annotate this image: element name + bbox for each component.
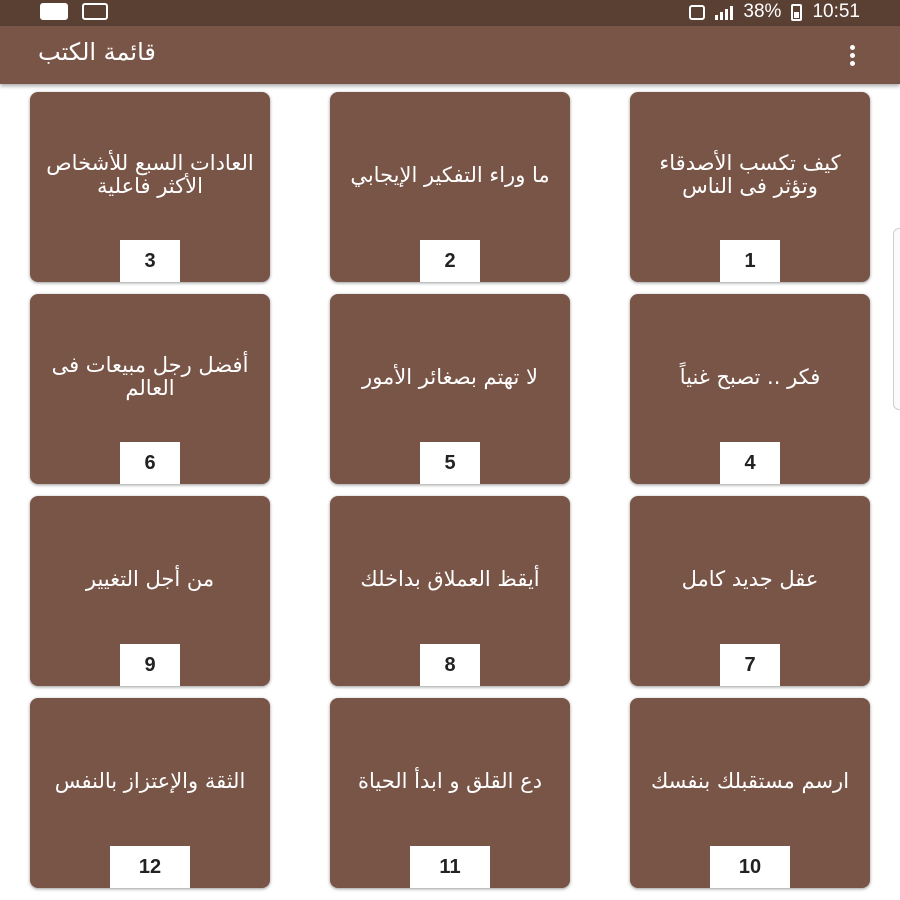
app-title: قائمة الكتب [38, 38, 156, 66]
book-grid [0, 92, 900, 888]
book-number: 2 [420, 240, 480, 282]
status-bar [0, 0, 900, 26]
book-card[interactable] [630, 92, 870, 282]
book-card[interactable] [330, 92, 570, 282]
book-title: كيف تكسب الأصدقاء وتؤثر فى الناس [659, 151, 841, 198]
clock: 10:51 [812, 1, 860, 22]
book-number: 11 [410, 846, 490, 888]
book-title: دع القلق و ابدأ الحياة [357, 768, 543, 793]
book-card[interactable] [30, 698, 270, 888]
scrollbar[interactable] [893, 228, 900, 410]
book-title: أيقظ العملاق بداخلك [360, 566, 540, 591]
book-number: 10 [710, 846, 790, 888]
book-number: 9 [120, 644, 180, 686]
book-number: 12 [110, 846, 190, 888]
book-number: 4 [720, 442, 780, 484]
notification-icons [40, 3, 108, 20]
book-title: أفضل رجل مبيعات فى العالم [51, 353, 249, 400]
book-card[interactable] [30, 496, 270, 686]
book-card[interactable] [330, 698, 570, 888]
more-vert-icon[interactable] [838, 40, 866, 70]
book-card[interactable] [330, 496, 570, 686]
book-title: من أجل التغيير [85, 566, 215, 591]
book-card[interactable] [330, 294, 570, 484]
screenshot-icon [689, 5, 705, 20]
book-title: لا تهتم بصغائر الأمور [362, 364, 538, 389]
book-number: 8 [420, 644, 480, 686]
gallery-icon [82, 3, 108, 20]
book-number: 7 [720, 644, 780, 686]
book-number: 5 [420, 442, 480, 484]
youtube-icon [40, 3, 68, 20]
book-title: العادات السبع للأشخاص الأكثر فاعلية [46, 151, 254, 198]
signal-icon [715, 4, 733, 20]
book-number: 1 [720, 240, 780, 282]
book-title: الثقة والإعتزاز بالنفس [54, 768, 246, 793]
book-card[interactable] [30, 92, 270, 282]
book-title: فكر .. تصبح غنياً [679, 364, 821, 389]
book-title: عقل جديد كامل [681, 566, 819, 591]
book-card[interactable] [630, 294, 870, 484]
battery-icon [791, 4, 802, 21]
book-card[interactable] [630, 698, 870, 888]
battery-percent: 38% [743, 1, 782, 22]
app-bar [0, 26, 900, 84]
book-number: 3 [120, 240, 180, 282]
status-right [689, 1, 860, 23]
book-number: 6 [120, 442, 180, 484]
book-card[interactable] [630, 496, 870, 686]
book-title: ارسم مستقبلك بنفسك [650, 768, 850, 793]
book-title: ما وراء التفكير الإيجابي [350, 162, 550, 187]
book-card[interactable] [30, 294, 270, 484]
